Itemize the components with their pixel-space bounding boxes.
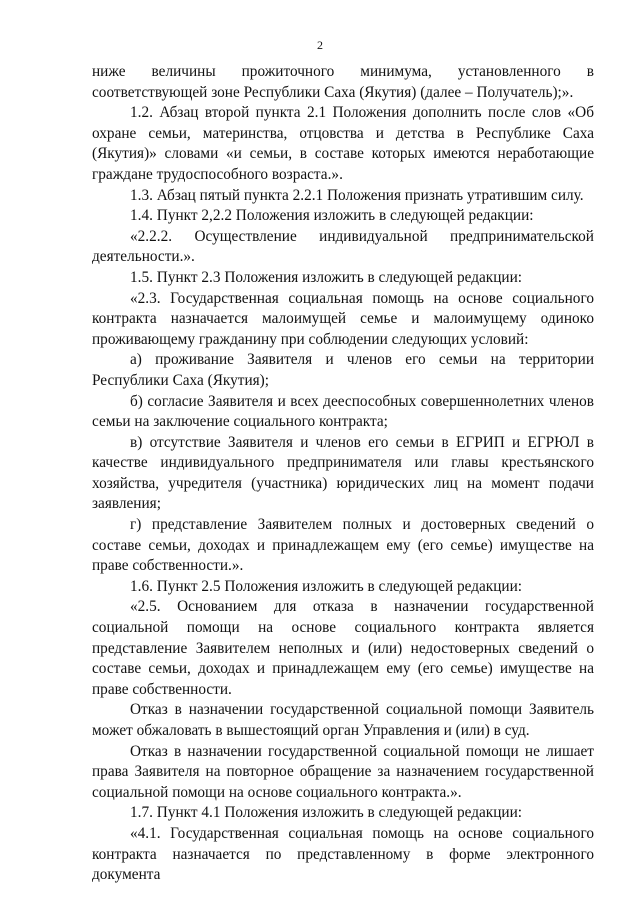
paragraph: 1.4. Пункт 2,2.2 Положения изложить в следующей редакции: <box>130 207 534 225</box>
paragraph: 1.5. Пункт 2.3 Положения изложить в следующей редакции: <box>130 268 523 286</box>
paragraph: б) согласие Заявителя и всех дееспособных совершеннолетних членов семьи на заключение социального контракта; <box>92 392 594 431</box>
page-number: 2 <box>317 38 323 52</box>
paragraph: 1.7. Пункт 4.1 Положения изложить в следующей редакции: <box>130 804 523 822</box>
paragraph: Отказ в назначении государственной социальной помощи Заявитель может обжаловать в вышестоящий орган Управления и (или) в суд. <box>92 701 594 739</box>
paragraph: 1.2. Абзац второй пункта 2.1 Положения дополнить после слов «Об охране семьи, материнства, отцовства и детства в Республике Саха (Якутия)» словами «и семьи, в составе которых имеются неработающие граждане трудоспособного возраста.». <box>92 104 594 183</box>
document-body <box>92 62 594 886</box>
paragraph: а) проживание Заявителя и членов его семьи на территории Республики Саха (Якутия); <box>92 351 594 389</box>
paragraph: ниже величины прожиточного минимума, установленного в соответствующей зоне Республики Саха (Якутия) (далее – Получатель);». <box>92 63 594 101</box>
paragraph: «2.5. Основанием для отказа в назначении государственной социальной помощи на основе социального контракта является представление Заявителем неполных и (или) недостоверных сведений о составе семьи, доходах и принадлежащем ему (его семье) имуществе на праве собственности. <box>92 598 594 698</box>
paragraph: «4.1. Государственная социальная помощь на основе социального контракта назначается по представленному в форме электронного документа <box>92 824 594 884</box>
paragraph: 1.6. Пункт 2.5 Положения изложить в следующей редакции: <box>130 577 523 595</box>
paragraph: г) представление Заявителем полных и достоверных сведений о составе семьи, доходах и принадлежащем ему (его семье) имуществе на праве собственности.». <box>92 516 594 575</box>
paragraph: в) отсутствие Заявителя и членов его семьи в ЕГРИП и ЕГРЮЛ в качестве индивидуального предпринимателя или главы крестьянского хозяйства, учредителя (участника) юридических лиц на момент подачи заявления; <box>92 433 594 513</box>
paragraph: «2.3. Государственная социальная помощь на основе социального контракта назначается малоимущей семье и малоимущему одиноко проживающему гражданину при соблюдении следующих условий: <box>92 289 594 348</box>
paragraph: 1.3. Абзац пятый пункта 2.2.1 Положения признать утратившим силу. <box>130 186 584 204</box>
paragraph: Отказ в назначении государственной социальной помощи не лишает права Заявителя на повторное обращение за назначением государственной социальной помощи на основе социального контракта.». <box>92 742 594 801</box>
paragraph: «2.2.2. Осуществление индивидуальной предпринимательской деятельности.». <box>92 227 594 266</box>
